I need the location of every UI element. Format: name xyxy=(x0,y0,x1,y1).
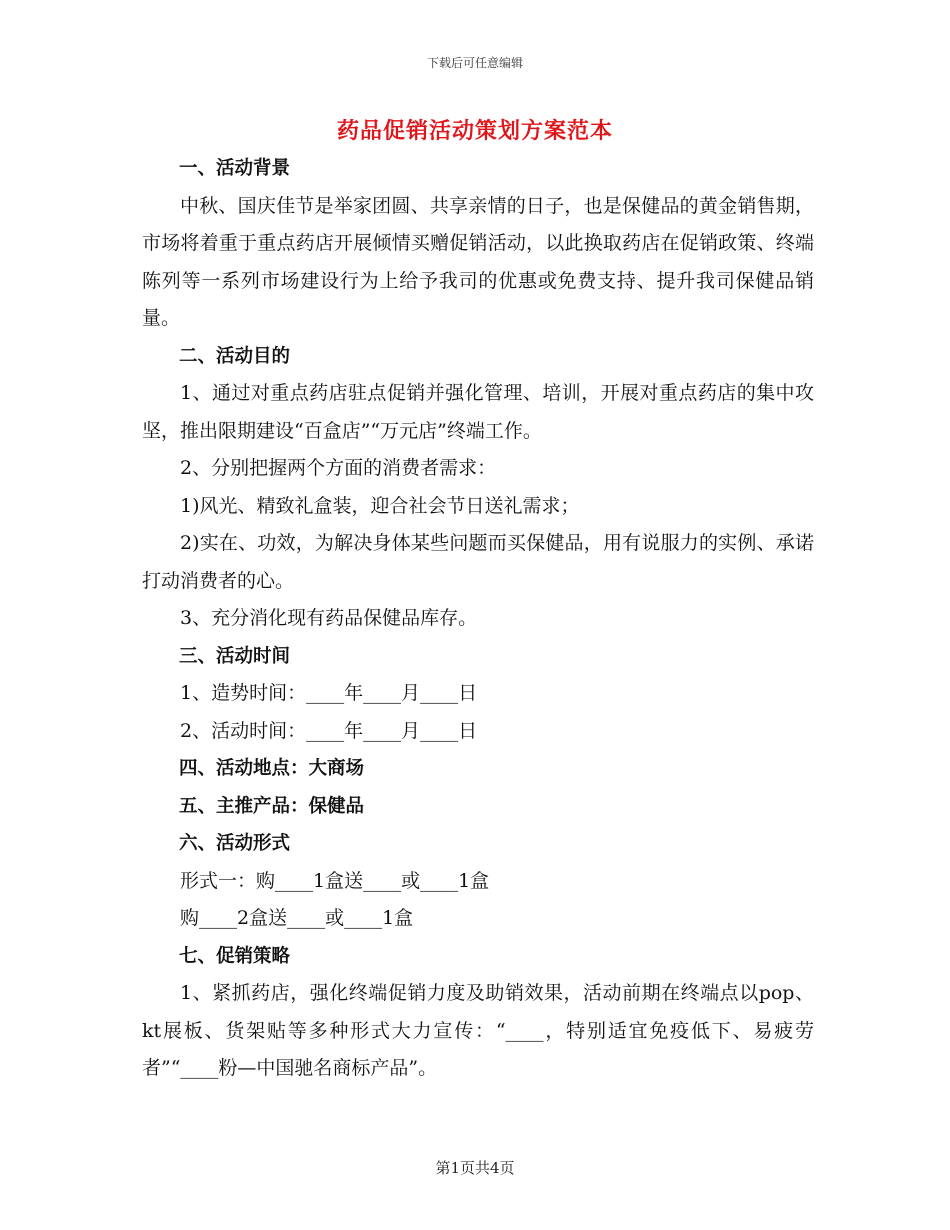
section-heading-background: 一、活动背景 xyxy=(179,158,291,179)
purpose-item-3: 3、充分消化现有药品保健品库存。 xyxy=(180,607,478,629)
section-heading-product: 五、主推产品：保健品 xyxy=(179,795,365,817)
section-heading-purpose: 二、活动目的 xyxy=(179,345,291,367)
purpose-item-1: 1、通过对重点药店驻点促销并强化管理、培训，开展对重点药店的集中攻坚，推出限期建设“百盒店”“万元店”终端工作。 xyxy=(142,382,814,442)
section-heading-time: 三、活动时间 xyxy=(179,645,291,667)
document-title: 药品促销活动策划方案范本 xyxy=(336,118,613,144)
time-item-2: 2、活动时间：____年____月____日 xyxy=(180,719,478,742)
format-line-2: 购____2盒送____或____1盒 xyxy=(180,907,414,929)
format-line-1: 形式一：购____1盒送____或____1盒 xyxy=(180,869,490,892)
background-paragraph: 中秋、国庆佳节是举家团圆、共享亲情的日子，也是保健品的黄金销售期，市场将着重于重点药店开展倾情买赠促销活动，以此换取药店在促销政策、终端陈列等一系列市场建设行为上给予我司的优惠或免费支持、提升我司保健品销量。 xyxy=(142,194,814,329)
document-body xyxy=(142,150,814,1088)
purpose-item-2b: 2)实在、功效，为解决身体某些问题而买保健品，用有说服力的实例、承诺打动消费者的心。 xyxy=(142,532,814,592)
strategy-item-1: 1、紧抓药店，强化终端促销力度及助销效果，活动前期在终端点以pop、kt展板、货架贴等多种形式大力宣传：“____，特别适宜免疫低下、易疲劳者”“____粉—中国驰名商标产品”。 xyxy=(142,982,814,1079)
purpose-item-2a: 1)风光、精致礼盒装，迎合社会节日送礼需求； xyxy=(180,494,580,517)
page-footer: 第1页共4页 xyxy=(435,1159,515,1177)
section-heading-location: 四、活动地点：大商场 xyxy=(179,758,365,779)
section-heading-format: 六、活动形式 xyxy=(179,833,291,854)
header-note: 下载后可任意编辑 xyxy=(426,56,523,70)
purpose-item-2: 2、分别把握两个方面的消费者需求： xyxy=(180,457,497,479)
section-heading-strategy: 七、促销策略 xyxy=(179,945,291,967)
time-item-1: 1、造势时间：____年____月____日 xyxy=(180,682,478,704)
